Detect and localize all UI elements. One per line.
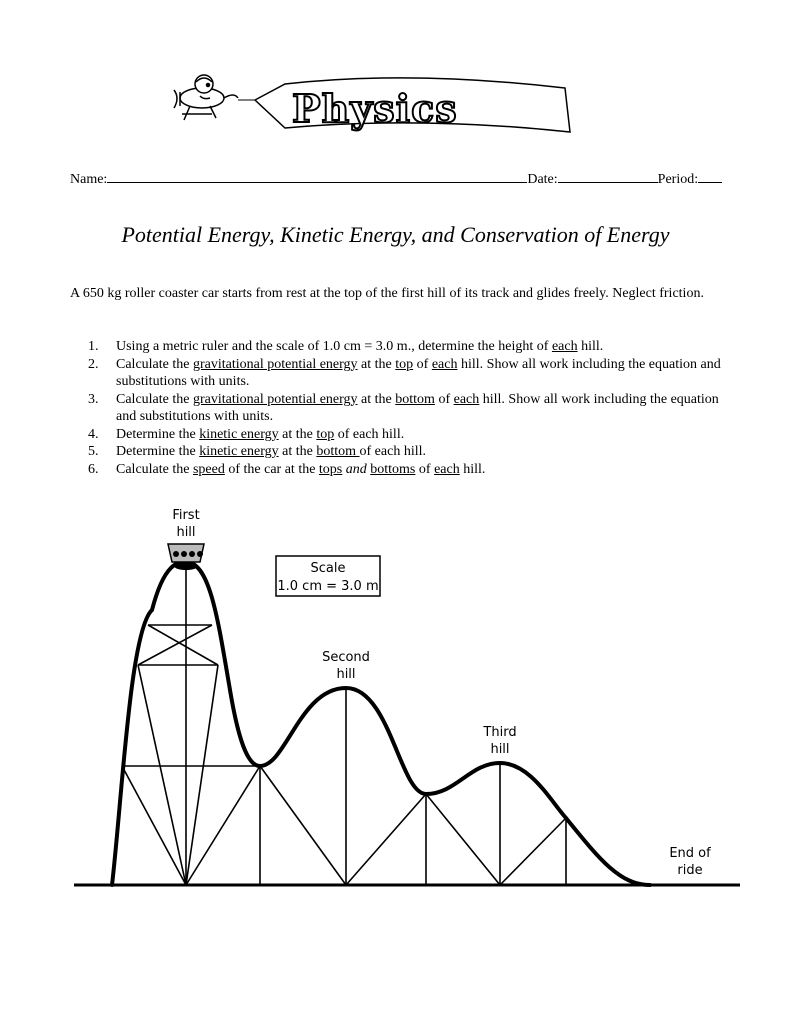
task-number: 1. [88,339,99,354]
first-hill-label: hill [176,525,196,540]
task-item [88,391,738,426]
end-of-ride-label: End of [669,846,711,861]
task-text: hill. Show all work including the equation and substitutions with units. [116,391,719,424]
task-italic: and [342,461,371,477]
task-emphasis: bottom [395,391,435,407]
task-text: hill. Show all work including the equation and substitutions with units. [116,356,721,389]
task-item [88,426,738,444]
task-text: of [434,391,454,407]
task-text: of [413,356,432,372]
first-hill-label: First [172,508,200,523]
task-text: at the [357,391,396,407]
name-label: Name: [70,172,108,187]
task-emphasis: top [316,426,335,442]
task-emphasis: kinetic energy [199,444,279,459]
task-text: Calculate the [116,356,193,372]
period-field[interactable] [698,168,722,183]
task-text: of [415,461,435,477]
task-number: 5. [88,444,99,459]
roller-coaster-diagram [60,500,750,900]
date-label: Date: [527,172,558,187]
task-number: 2. [88,356,99,372]
task-text: Using a metric ruler and the scale of 1.0 cm = 3.0 m., determine the height of [116,339,552,354]
banner-flag [255,78,570,132]
task-text: at the [278,426,317,442]
date-field[interactable] [558,168,658,183]
task-item [88,443,738,461]
task-emphasis: gravitational potential energy [192,356,358,372]
task-number: 4. [88,426,99,442]
task-text: hill. [577,339,604,354]
period-label: Period: [657,172,699,187]
page-title: Potential Energy, Kinetic Energy, and Conservation of Energy [121,222,670,247]
task-item [88,461,738,479]
task-list [88,338,738,478]
task-number: 3. [88,391,99,407]
scale-title: Scale [310,561,346,576]
end-of-ride-label: ride [677,863,703,878]
third-hill-label: Third [483,725,517,740]
task-number: 6. [88,461,99,477]
task-emphasis: each [551,339,578,354]
task-emphasis: kinetic energy [199,426,279,442]
task-emphasis: bottom [316,444,360,459]
task-text: at the [278,444,317,459]
task-emphasis: each [434,461,460,477]
task-emphasis: bottoms [370,461,416,477]
third-hill-label: hill [490,742,510,757]
physics-banner [160,70,580,150]
task-text: of the car at the [224,461,319,477]
task-text: Determine the [116,444,200,459]
task-emphasis: each [453,391,480,407]
task-text: at the [357,356,396,372]
task-text: Determine the [116,426,200,442]
task-emphasis: tops [318,461,343,477]
banner-word: Physics [292,86,458,131]
task-text: Calculate the [116,461,193,477]
task-text: hill. [459,461,486,477]
task-text: Calculate the [116,391,193,407]
second-hill-label: Second [322,650,370,665]
task-emphasis: each [431,356,458,372]
second-hill-label: hill [336,667,356,682]
task-emphasis: gravitational potential energy [192,391,358,407]
student-info-line [70,168,732,188]
intro-paragraph: A 650 kg roller coaster car starts from rest at the top of the first hill of its track and glides freely. Neglect friction. [70,286,704,301]
task-item [88,356,738,391]
airplane-pilot-icon [174,75,238,120]
name-field[interactable] [107,168,527,183]
task-emphasis: top [395,356,414,372]
task-emphasis: speed [192,461,225,477]
task-text: of each hill. [359,444,426,459]
task-text: of each hill. [334,426,405,442]
scale-value: 1.0 cm = 3.0 m [277,579,379,594]
task-item [88,338,738,356]
